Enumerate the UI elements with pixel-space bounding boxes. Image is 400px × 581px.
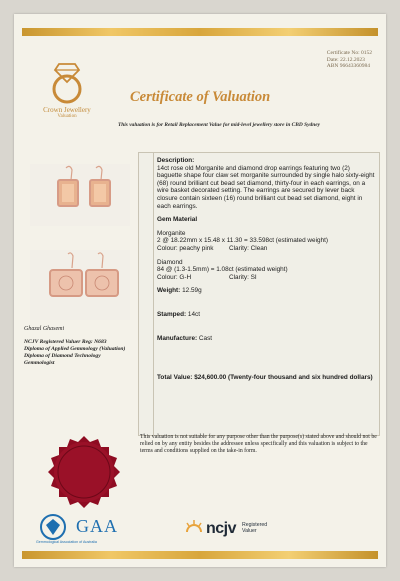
ring-icon: [50, 60, 84, 104]
weight-label: Weight:: [157, 287, 181, 295]
details-divider: [153, 153, 154, 435]
certificate-page: [14, 14, 386, 567]
earrings-front-photo: [30, 164, 130, 226]
gem-material-label: Gem Material: [157, 216, 198, 224]
description-text: 14ct rose old Morganite and diamond drop earrings featuring two (2) baguette shape four claw set morganite surrounded by single halo sixty-eight (68) round brilliant cut bead set diamond, thirty-four in each earrings, on a wire basket decorated setting. The earrings are secured by lever back closure contain sixteen (16) round brilliant cut bead set diamond, eight in each earrings.: [157, 164, 375, 210]
ncjv-subtitle-line2: Valuer: [242, 528, 257, 534]
morganite-clarity: Clarity: Clean: [229, 244, 268, 252]
morganite-name: Morganite: [157, 229, 186, 237]
stamped-value: 14ct: [187, 310, 200, 318]
manufacture-value: Cast: [198, 334, 213, 342]
gaa-subtitle: Gemmological Association of Australia: [36, 540, 97, 544]
earrings-back-photo: [30, 250, 130, 320]
valuer-qualification-2: Diploma of Diamond Technology: [24, 353, 101, 359]
disclaimer-text: This valuation is not suitable for any purpose other than the purpose(s) stated above and should not be relied on by any entity besides the addressee unless specifically and this valuation is subject to the terms and conditions supplied on the take-in form.: [140, 434, 377, 454]
ncjv-subtitle-line1: Registered: [242, 522, 268, 528]
certificate-meta: [327, 50, 372, 70]
morganite-measure: 2 @ 18.22mm x 15.48 x 11.30 = 33.598ct (estimated weight): [157, 237, 329, 245]
valuer-name: Ghazal Ghasemi: [24, 326, 65, 332]
manufacture-row: [157, 335, 375, 343]
ncjv-subtitle: [242, 522, 267, 534]
certificate-number: Certificate No: 0152: [326, 50, 372, 56]
valuation-purpose: This valuation is for Retail Replacement Value for mid-level jewellery store in CBD Sydney: [118, 122, 320, 128]
certificate-abn: ABN 96643360984: [326, 63, 371, 69]
valuer-qualification-3: Gemmologist: [24, 360, 55, 366]
total-value-row: [157, 374, 375, 382]
brand-logo: [32, 60, 102, 119]
weight-row: [157, 287, 375, 295]
gaa-emblem-icon: [40, 514, 70, 540]
total-value-amount: $24,600.00 (Twenty-four thousand and six hundred dollars): [194, 374, 373, 382]
page-title: Certificate of Valuation: [130, 89, 271, 105]
details-box: [138, 152, 380, 436]
valuer-qualification-1: Diploma of Applied Gemmology (Valuation): [24, 346, 126, 352]
brand-subtitle: Valuation: [57, 114, 77, 119]
diamond-name: Diamond: [157, 258, 183, 266]
morganite-colour: Colour: peachy pink: [157, 244, 214, 252]
ncjv-logo: [184, 514, 304, 544]
valuer-info: [24, 326, 144, 367]
stamped-row: [157, 311, 375, 319]
valuer-registration: NCJV Registered Valuer Reg: N683: [24, 339, 107, 345]
ncjv-emblem-icon: [184, 518, 204, 538]
description-label: Description:: [157, 157, 195, 164]
certificate-date: Date: 22.12.2023: [326, 56, 365, 63]
wax-seal-icon: [46, 434, 122, 510]
brand-name: Crown Jewellery: [43, 106, 91, 114]
diamond-colour: Colour: G-H: [157, 273, 192, 281]
ncjv-logo-text: ncjv: [206, 520, 237, 537]
gaa-logo-text: GAA: [76, 516, 118, 536]
diamond-measure: 84 @ (1.3-1.5mm) = 1.08ct (estimated weight): [157, 266, 288, 274]
diamond-clarity: Clarity: SI: [229, 273, 257, 281]
weight-value: 12.59g: [182, 287, 202, 295]
total-value-label: Total Value:: [157, 374, 193, 382]
stamped-label: Stamped:: [157, 310, 187, 318]
manufacture-label: Manufacture:: [157, 334, 198, 342]
top-gold-border: [22, 28, 378, 36]
bottom-gold-border: [22, 551, 378, 559]
